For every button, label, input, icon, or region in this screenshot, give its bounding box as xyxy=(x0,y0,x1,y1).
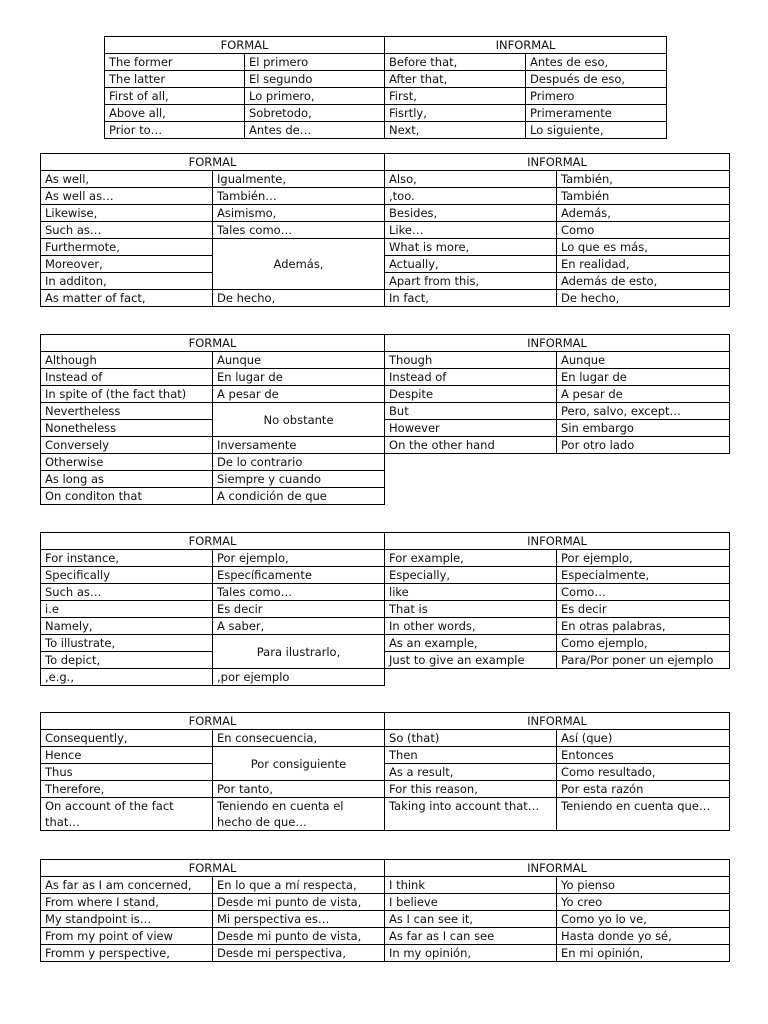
cell: Tales como… xyxy=(213,222,385,239)
cell: También… xyxy=(213,188,385,205)
cell: Aunque xyxy=(213,352,385,369)
cell: In my opinión, xyxy=(385,945,557,962)
cell: Besides, xyxy=(385,205,557,222)
cell: Despite xyxy=(385,386,557,403)
cell: Antes de… xyxy=(245,122,385,139)
table-row xyxy=(41,635,730,652)
cell: A saber, xyxy=(213,618,385,635)
merged-cell: Además, xyxy=(213,239,385,290)
table-contrast xyxy=(40,334,730,505)
formal-header: FORMAL xyxy=(41,860,385,877)
cell: Como yo lo ve, xyxy=(557,911,730,928)
table-sequence xyxy=(104,36,667,139)
cell: El primero xyxy=(245,54,385,71)
cell: Also, xyxy=(385,171,557,188)
cell: Primeramente xyxy=(526,105,667,122)
table-addition xyxy=(40,153,730,307)
table-row xyxy=(41,567,730,584)
cell: As long as xyxy=(41,471,213,488)
formal-header: FORMAL xyxy=(41,713,385,730)
cell: Prior to… xyxy=(105,122,245,139)
table-row xyxy=(41,669,730,686)
cell: I believe xyxy=(385,894,557,911)
table-row xyxy=(41,386,730,403)
cell: También xyxy=(557,188,730,205)
cell: For example, xyxy=(385,550,557,567)
cell: Inversamente xyxy=(213,437,385,454)
cell: Específicamente xyxy=(213,567,385,584)
cell: En consecuencia, xyxy=(213,730,385,747)
cell: Especially, xyxy=(385,567,557,584)
cell: First of all, xyxy=(105,88,245,105)
table-row xyxy=(41,781,730,798)
table-row xyxy=(105,122,667,139)
cell: ,e.g., xyxy=(41,669,213,686)
informal-header: INFORMAL xyxy=(385,533,730,550)
cell: Teniendo en cuenta que… xyxy=(557,798,730,831)
cell: A pesar de xyxy=(213,386,385,403)
cell: Teniendo en cuenta el hecho de que… xyxy=(213,798,385,831)
cell: En otras palabras, xyxy=(557,618,730,635)
blank-cell xyxy=(385,454,730,471)
cell: Para/Por poner un ejemplo xyxy=(557,652,730,669)
cell: Además de esto, xyxy=(557,273,730,290)
merged-cell: Para ilustrarlo, xyxy=(213,635,385,669)
cell: Hasta donde yo sé, xyxy=(557,928,730,945)
table-row xyxy=(41,273,730,290)
table-row xyxy=(41,798,730,831)
cell: From where I stand, xyxy=(41,894,213,911)
cell: The former xyxy=(105,54,245,71)
cell: Por esta razón xyxy=(557,781,730,798)
cell: Lo siguiente, xyxy=(526,122,667,139)
table-row xyxy=(41,420,730,437)
cell: Desde mi perspectiva, xyxy=(213,945,385,962)
cell: Sin embargo xyxy=(557,420,730,437)
informal-header: INFORMAL xyxy=(385,335,730,352)
cell: However xyxy=(385,420,557,437)
table-row xyxy=(41,369,730,386)
table-row xyxy=(41,222,730,239)
cell: That is xyxy=(385,601,557,618)
cell: Consequently, xyxy=(41,730,213,747)
cell: The latter xyxy=(105,71,245,88)
cell: So (that) xyxy=(385,730,557,747)
merged-cell: No obstante xyxy=(213,403,385,437)
table-row xyxy=(41,618,730,635)
table-row xyxy=(41,764,730,781)
cell: Fromm y perspective, xyxy=(41,945,213,962)
cell: As I can see it, xyxy=(385,911,557,928)
cell: En realidad, xyxy=(557,256,730,273)
cell: For instance, xyxy=(41,550,213,567)
cell: Although xyxy=(41,352,213,369)
cell: To illustrate, xyxy=(41,635,213,652)
cell: Por ejemplo, xyxy=(213,550,385,567)
cell: But xyxy=(385,403,557,420)
cell: Thus xyxy=(41,764,213,781)
cell: Como ejemplo, xyxy=(557,635,730,652)
formal-header: FORMAL xyxy=(105,37,385,54)
cell: ,too. xyxy=(385,188,557,205)
cell: For this reason, xyxy=(385,781,557,798)
table-row xyxy=(105,88,667,105)
merged-cell: Por consiguiente xyxy=(213,747,385,781)
cell: On the other hand xyxy=(385,437,557,454)
cell: Mi perspectiva es… xyxy=(213,911,385,928)
cell: Then xyxy=(385,747,557,764)
cell: Igualmente, xyxy=(213,171,385,188)
cell: Siempre y cuando xyxy=(213,471,385,488)
table-row xyxy=(105,54,667,71)
cell: Such as… xyxy=(41,222,213,239)
cell: On account of the fact that… xyxy=(41,798,213,831)
table-row xyxy=(41,945,730,962)
cell: Nonetheless xyxy=(41,420,213,437)
cell: As far as I am concerned, xyxy=(41,877,213,894)
cell: De hecho, xyxy=(213,290,385,307)
cell: Such as… xyxy=(41,584,213,601)
cell: Entonces xyxy=(557,747,730,764)
cell: ,por ejemplo xyxy=(213,669,385,686)
cell: Furthermote, xyxy=(41,239,213,256)
cell: Taking into account that… xyxy=(385,798,557,831)
cell: As a result, xyxy=(385,764,557,781)
cell: Fisrtly, xyxy=(385,105,526,122)
cell: Por otro lado xyxy=(557,437,730,454)
cell: As far as I can see xyxy=(385,928,557,945)
table-row xyxy=(41,730,730,747)
cell: Though xyxy=(385,352,557,369)
cell: To depict, xyxy=(41,652,213,669)
cell: Specifically xyxy=(41,567,213,584)
table-row xyxy=(41,403,730,420)
cell: In other words, xyxy=(385,618,557,635)
cell: Especialmente, xyxy=(557,567,730,584)
cell: Así (que) xyxy=(557,730,730,747)
table-row xyxy=(41,171,730,188)
cell: De lo contrario xyxy=(213,454,385,471)
informal-header: INFORMAL xyxy=(385,713,730,730)
cell: From my point of view xyxy=(41,928,213,945)
cell: El segundo xyxy=(245,71,385,88)
cell: Just to give an example xyxy=(385,652,557,669)
cell: En lo que a mí respecta, xyxy=(213,877,385,894)
table-row xyxy=(41,601,730,618)
cell: Primero xyxy=(526,88,667,105)
blank-cell xyxy=(385,488,730,505)
informal-header: INFORMAL xyxy=(385,154,730,171)
cell: A condición de que xyxy=(213,488,385,505)
table-row xyxy=(105,105,667,122)
cell: Como resultado, xyxy=(557,764,730,781)
cell: También, xyxy=(557,171,730,188)
cell: Therefore, xyxy=(41,781,213,798)
cell: Desde mi punto de vista, xyxy=(213,928,385,945)
table-row xyxy=(41,454,730,471)
cell: Lo que es más, xyxy=(557,239,730,256)
cell: In fact, xyxy=(385,290,557,307)
table-examples xyxy=(40,532,730,686)
cell: Además, xyxy=(557,205,730,222)
cell: Like… xyxy=(385,222,557,239)
cell: Por tanto, xyxy=(213,781,385,798)
table-row xyxy=(41,584,730,601)
cell: like xyxy=(385,584,557,601)
cell: Yo creo xyxy=(557,894,730,911)
cell: Instead of xyxy=(385,369,557,386)
cell: Actually, xyxy=(385,256,557,273)
cell: Por ejemplo, xyxy=(557,550,730,567)
table-row xyxy=(41,239,730,256)
table-row xyxy=(41,894,730,911)
cell: Lo primero, xyxy=(245,88,385,105)
cell: Before that, xyxy=(385,54,526,71)
cell: On conditon that xyxy=(41,488,213,505)
cell: As well, xyxy=(41,171,213,188)
table-row xyxy=(105,71,667,88)
cell: Namely, xyxy=(41,618,213,635)
cell: Next, xyxy=(385,122,526,139)
cell: Likewise, xyxy=(41,205,213,222)
cell: In additon, xyxy=(41,273,213,290)
cell: En lugar de xyxy=(557,369,730,386)
cell: My standpoint is… xyxy=(41,911,213,928)
cell: What is more, xyxy=(385,239,557,256)
cell: Es decir xyxy=(213,601,385,618)
cell: Yo pienso xyxy=(557,877,730,894)
table-row xyxy=(41,652,730,669)
cell: Tales como… xyxy=(213,584,385,601)
table-consequence xyxy=(40,712,730,831)
cell: Desde mi punto de vista, xyxy=(213,894,385,911)
cell: Como… xyxy=(557,584,730,601)
cell: Instead of xyxy=(41,369,213,386)
cell: Sobretodo, xyxy=(245,105,385,122)
cell: En mi opinión, xyxy=(557,945,730,962)
cell: Asimismo, xyxy=(213,205,385,222)
table-row xyxy=(41,550,730,567)
table-opinion xyxy=(40,859,730,962)
table-row xyxy=(41,437,730,454)
cell: Moreover, xyxy=(41,256,213,273)
formal-header: FORMAL xyxy=(41,335,385,352)
informal-header: INFORMAL xyxy=(385,37,667,54)
cell: Antes de eso, xyxy=(526,54,667,71)
table-row xyxy=(41,188,730,205)
blank-cell xyxy=(385,471,730,488)
cell: After that, xyxy=(385,71,526,88)
formal-header: FORMAL xyxy=(41,154,385,171)
cell: As an example, xyxy=(385,635,557,652)
cell: Aunque xyxy=(557,352,730,369)
cell: I think xyxy=(385,877,557,894)
informal-header: INFORMAL xyxy=(385,860,730,877)
table-row xyxy=(41,488,730,505)
table-row xyxy=(41,290,730,307)
cell: Pero, salvo, except… xyxy=(557,403,730,420)
cell: As matter of fact, xyxy=(41,290,213,307)
cell: In spite of (the fact that) xyxy=(41,386,213,403)
cell: Como xyxy=(557,222,730,239)
cell: Apart from this, xyxy=(385,273,557,290)
table-row xyxy=(41,352,730,369)
cell: Después de eso, xyxy=(526,71,667,88)
cell: En lugar de xyxy=(213,369,385,386)
cell: Above all, xyxy=(105,105,245,122)
table-row xyxy=(41,256,730,273)
table-row xyxy=(41,877,730,894)
table-row xyxy=(41,928,730,945)
table-row xyxy=(41,747,730,764)
cell: A pesar de xyxy=(557,386,730,403)
table-row xyxy=(41,471,730,488)
cell: Otherwise xyxy=(41,454,213,471)
cell: First, xyxy=(385,88,526,105)
cell: De hecho, xyxy=(557,290,730,307)
cell: i.e xyxy=(41,601,213,618)
cell: Hence xyxy=(41,747,213,764)
table-row xyxy=(41,911,730,928)
cell: Conversely xyxy=(41,437,213,454)
cell: Nevertheless xyxy=(41,403,213,420)
blank-cell xyxy=(385,669,730,686)
table-row xyxy=(41,205,730,222)
cell: As well as… xyxy=(41,188,213,205)
formal-header: FORMAL xyxy=(41,533,385,550)
cell: Es decir xyxy=(557,601,730,618)
